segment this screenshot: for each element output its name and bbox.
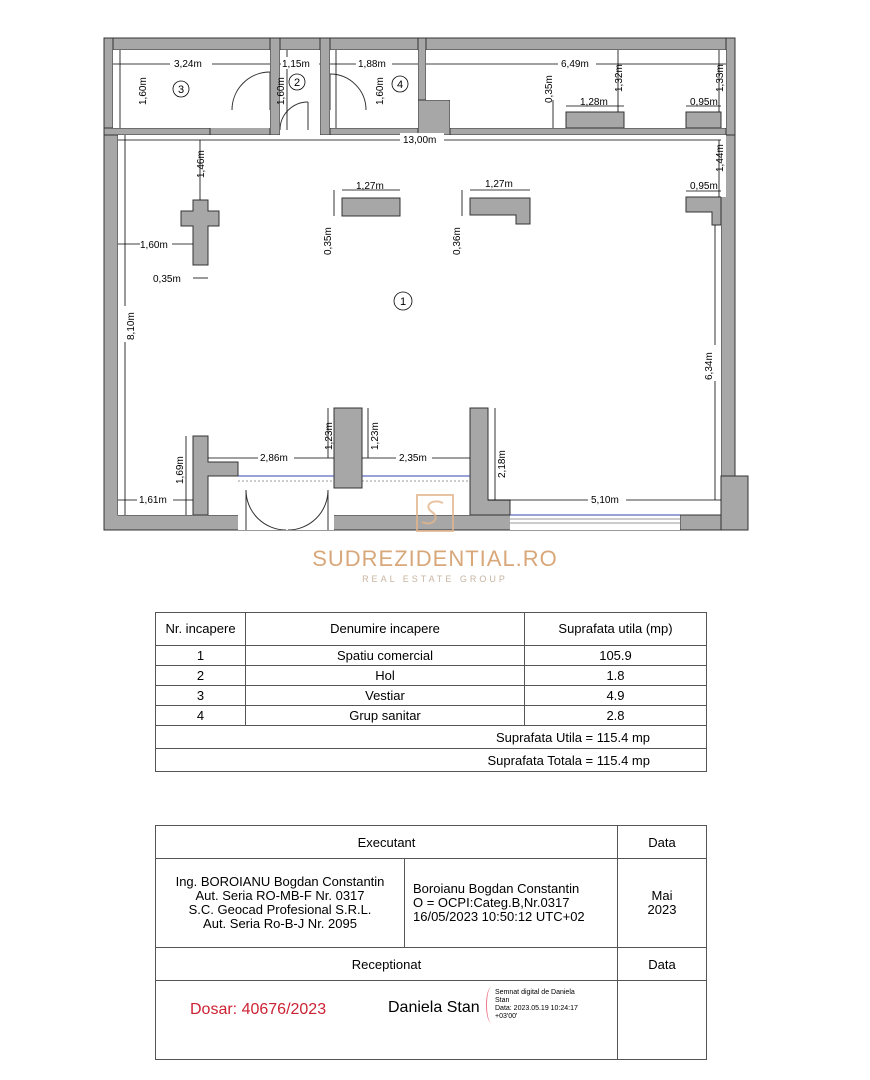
dim-1-27-right: 1,27m [485,179,513,190]
dim-1-46: 1,46m [196,150,207,178]
dim-1-60-hol: 1,60m [276,77,287,105]
dim-1-60-room4: 1,60m [375,77,386,105]
header-nr: Nr. incapere [156,613,246,646]
table-row [156,686,707,706]
dim-0-35-col: 0,35m [323,227,334,255]
dim-8-10: 8,10m [126,312,137,340]
signature-table [155,825,707,1060]
dim-3-24: 3,24m [174,59,202,70]
executant-line: S.C. Geocad Profesional S.R.L. [188,902,372,917]
row-area: 2.8 [525,706,707,726]
receptionat-date [618,981,707,1060]
rooms-table-header [156,613,707,646]
header-name: Denumire incapere [246,613,525,646]
signer-details [495,989,578,1021]
signer-detail-line: +03'00' [495,1013,518,1020]
receptionat-header-row [156,948,707,981]
row-nr: 2 [156,666,246,686]
dim-1-61: 1,61m [139,495,167,506]
data-label-2: Data [618,948,707,981]
signer-name: Daniela Stan [388,999,480,1016]
executant-line: Ing. BOROIANU Bogdan Constantin [175,874,385,889]
date-month: Mai [651,888,673,903]
dim-0-36: 0,36m [452,227,463,255]
total-utila: Suprafata Utila = 115.4 mp [156,726,707,749]
receptionat-content [156,981,618,1060]
executant-label: Executant [156,826,618,859]
dim-1-23-right: 1,23m [370,422,381,450]
row-area: 105.9 [525,646,707,666]
header-area: Suprafata utila (mp) [525,613,707,646]
watermark-subtitle: REAL ESTATE GROUP [362,574,508,584]
signer-detail-line: Data: 2023.05.19 10:24:17 [495,1005,578,1012]
watermark-brand: SUDREZIDENTIAL.RO [312,546,558,571]
executant-row [156,859,707,948]
total-row [156,749,707,772]
row-nr: 4 [156,706,246,726]
row-nr: 1 [156,646,246,666]
rooms-table [155,612,707,772]
dim-1-44: 1,44m [715,144,726,172]
table-row [156,666,707,686]
room-number-4: 4 [396,79,404,91]
room-number-2: 2 [293,77,301,89]
dim-1-88: 1,88m [358,59,386,70]
digital-sig-line: 16/05/2023 10:50:12 UTC+02 [413,909,585,924]
date-year: 2023 [647,902,677,917]
dim-0-95-top: 0,95m [690,97,718,108]
executant-line: Aut. Seria RO-MB-F Nr. 0317 [195,888,365,903]
dim-2-18: 2,18m [497,450,508,478]
dim-13-00: 13,00m [403,135,437,146]
digital-sig-line: Boroianu Bogdan Constantin [413,881,580,896]
dim-1-15: 1,15m [282,59,310,70]
dim-1-60-left: 1,60m [140,240,168,251]
dim-1-33: 1,33m [715,64,726,92]
receptionat-row [156,981,707,1060]
total-totala: Suprafata Totala = 115.4 mp [156,749,707,772]
row-name: Spatiu comercial [246,646,525,666]
data-label: Data [618,826,707,859]
digital-sig-line: O = OCPI:Categ.B,Nr.0317 [413,895,570,910]
dim-5-10: 5,10m [591,495,619,506]
row-name: Hol [246,666,525,686]
dim-1-27-left: 1,27m [356,181,384,192]
row-name: Grup sanitar [246,706,525,726]
dim-1-69: 1,69m [175,456,186,484]
dim-2-35: 2,35m [399,453,427,464]
dim-1-28: 1,28m [580,97,608,108]
row-area: 4.9 [525,686,707,706]
executant-details [156,859,405,948]
signer-detail-line: Stan [495,997,510,1004]
dim-1-60-room3: 1,60m [138,77,149,105]
dim-0-95-mid: 0,95m [690,181,718,192]
receptionat-label: Receptionat [156,948,618,981]
row-nr: 3 [156,686,246,706]
executant-header-row [156,826,707,859]
dim-0-35-top: 0,35m [544,75,555,103]
dim-6-34: 6,34m [704,352,715,380]
dim-0-35-cross: 0,35m [153,274,181,285]
dim-1-32: 1,32m [614,64,625,92]
room-number-1: 1 [399,296,407,308]
row-area: 1.8 [525,666,707,686]
room-number-3: 3 [177,84,185,96]
dim-2-86: 2,86m [260,453,288,464]
dim-6-49: 6,49m [561,59,589,70]
signer-detail-line: Semnat digital de Daniela [495,989,575,996]
total-row [156,726,707,749]
table-row [156,706,707,726]
dosar-number: Dosar: 40676/2023 [190,1001,327,1018]
row-name: Vestiar [246,686,525,706]
dim-1-23-left: 1,23m [324,422,335,450]
executant-line: Aut. Seria Ro-B-J Nr. 2095 [203,916,357,931]
table-row [156,646,707,666]
digital-signature [405,859,618,948]
executant-date [618,859,707,948]
